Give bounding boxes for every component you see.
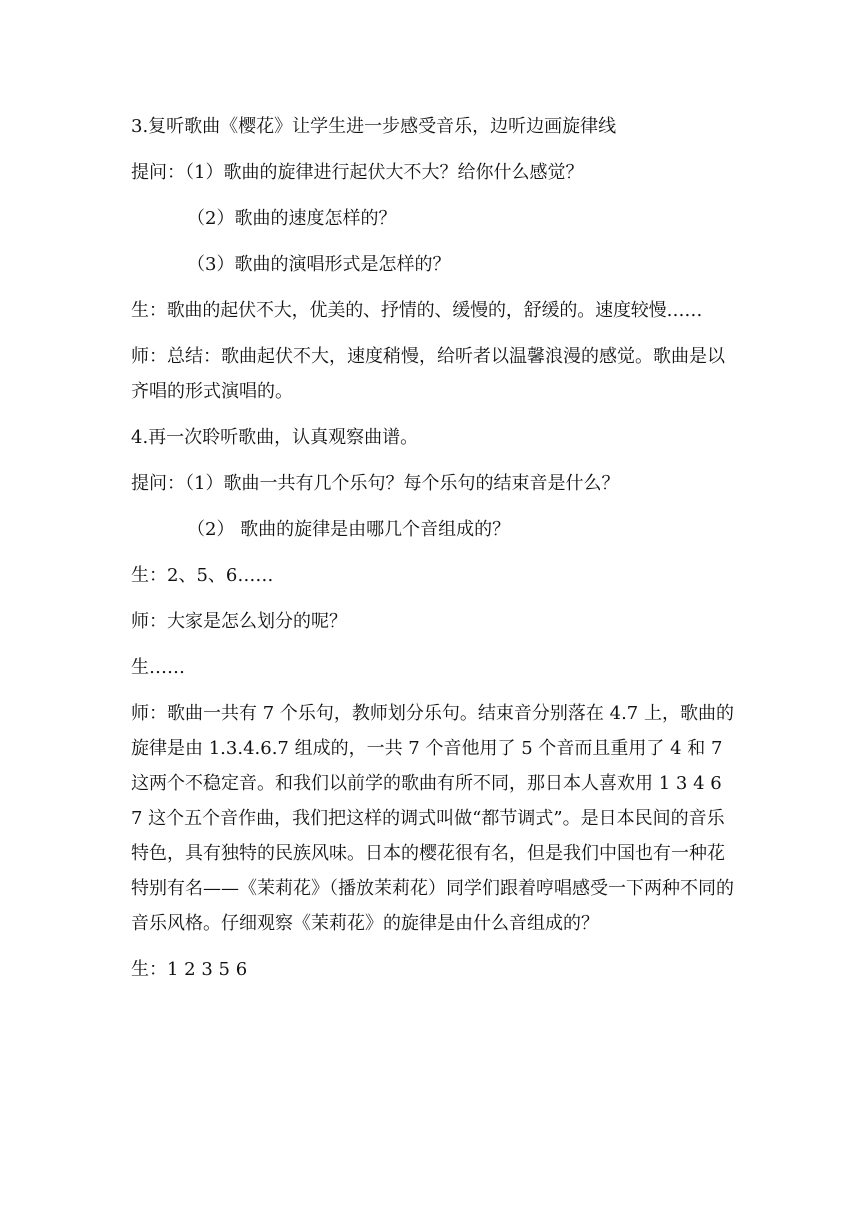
question-notes: （2） 歌曲的旋律是由哪几个音组成的？	[187, 519, 511, 540]
question-3: （3）歌曲的演唱形式是怎样的？	[187, 254, 451, 275]
student-reply: 生……	[131, 657, 185, 678]
teacher-summary: 师：总结：歌曲起伏不大，速度稍慢，给听者以温馨浪漫的感觉。歌曲是以齐唱的形式演唱的。	[131, 346, 725, 402]
question-2: （2）歌曲的速度怎样的？	[187, 208, 397, 229]
teacher-explanation: 师：歌曲一共有 7 个乐句，教师划分乐句。结束音分别落在 4.7 上，歌曲的旋律是由 1.3.4.6.7 组成的，一共 7 个音他用了 5 个音而且重用了 4 和 7 这两个不稳定音。和我们以前学的歌曲有所不同，那日本人喜欢用 1 3 4 6 7 这个五个音作曲，我们把这样的调式叫做“都节调式”。是日本民间的音乐特色，具有独特的民族风味。日本的樱花很有名，但是我们中国也有一种花特别有名——《茉莉花》（播放茉莉花）同学们跟着哼唱感受一下两种不同的音乐风格。仔细观察《茉莉花》的旋律是由什么音组成的？	[131, 703, 734, 934]
paragraph-step-3: 3.复听歌曲《樱花》让学生进一步感受音乐，边听边画旋律线	[131, 116, 617, 137]
teacher-question: 师：大家是怎么划分的呢？	[131, 611, 347, 632]
document-body	[131, 109, 737, 998]
student-final-answer: 生：1 2 3 5 6	[131, 959, 248, 980]
question-1: 提问：（1）歌曲的旋律进行起伏大不大？给你什么感觉？	[131, 162, 584, 183]
student-answer: 生：歌曲的起伏不大，优美的、抒情的、缓慢的，舒缓的。速度较慢……	[131, 300, 703, 321]
paragraph-step-4: 4.再一次聆听歌曲，认真观察曲谱。	[131, 427, 419, 448]
student-notes-answer: 生：2、5、6……	[131, 565, 274, 586]
question-phrases: 提问：（1）歌曲一共有几个乐句？每个乐句的结束音是什么？	[131, 473, 620, 494]
